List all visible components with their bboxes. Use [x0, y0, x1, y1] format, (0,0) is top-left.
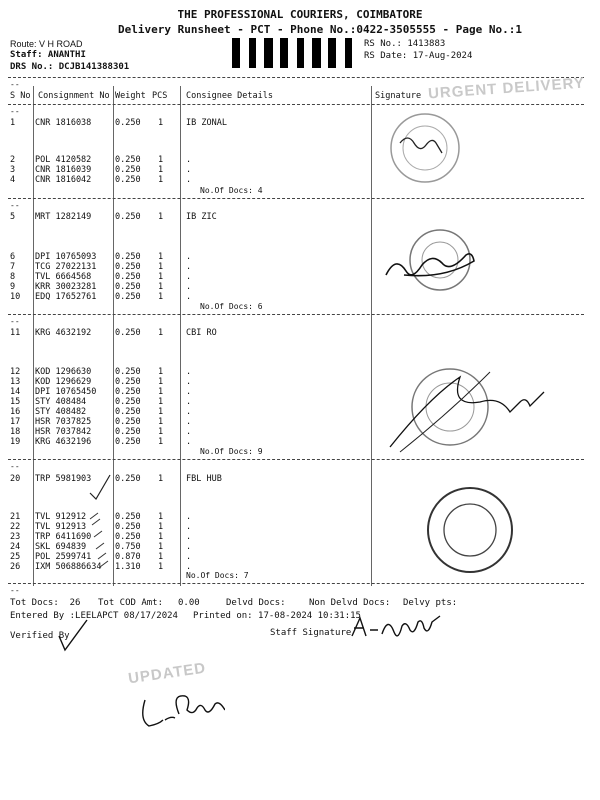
row-pcs: 1: [158, 512, 164, 522]
row-sno: 4: [10, 175, 16, 185]
row-weight: 0.250: [115, 407, 141, 417]
row-pcs: 1: [158, 272, 164, 282]
table-row: [10, 552, 192, 562]
row-pcs: 1: [158, 165, 164, 175]
row-consignment: TVL 912912: [35, 512, 87, 522]
row-weight: 0.750: [115, 542, 141, 552]
delivered-docs: Delvd Docs:: [226, 598, 286, 608]
table-row: [10, 407, 192, 417]
row-consignment: TVL 912913: [35, 522, 87, 532]
group-total: No.Of Docs: 7: [186, 571, 249, 580]
entered-by: Entered By :LEELAPCT 08/17/2024: [10, 611, 178, 621]
row-pcs: 1: [158, 175, 164, 185]
route-label: Route: V H ROAD: [10, 39, 83, 49]
divider-marker: --: [10, 201, 20, 210]
row-sno: 19: [10, 437, 21, 447]
row-sno: 26: [10, 562, 21, 572]
row-pcs: 1: [158, 212, 164, 222]
row-sno: 5: [10, 212, 16, 222]
row-consignment: KOD 1296629: [35, 377, 92, 387]
row-sno: 23: [10, 532, 21, 542]
row-pcs: 1: [158, 118, 164, 128]
table-row: [10, 377, 192, 387]
row-sno: 12: [10, 367, 21, 377]
col-details: Consignee Details: [186, 91, 273, 101]
row-sno: 10: [10, 292, 21, 302]
row-weight: 0.250: [115, 262, 141, 272]
row-dot: .: [186, 292, 192, 302]
drs-number: DRS No.: DCJB141388301: [10, 62, 130, 72]
round-stamp-2: [380, 225, 490, 305]
table-row: [10, 542, 192, 552]
staff-label: Staff: ANANTHI: [10, 50, 86, 60]
row-weight: 0.250: [115, 512, 141, 522]
row-consignment: DPI 10765450: [35, 387, 97, 397]
row-pcs: 1: [158, 252, 164, 262]
consignee-group-name: IB ZIC: [186, 212, 217, 222]
col-line-3: [180, 86, 181, 586]
table-row: [10, 427, 192, 437]
row-weight: 0.250: [115, 212, 141, 222]
group-divider: [8, 459, 584, 460]
updated-signature: [135, 690, 225, 730]
row-dot: .: [186, 252, 192, 262]
row-weight: 0.250: [115, 387, 141, 397]
table-row: [10, 118, 227, 128]
total-docs: Tot Docs: 26: [10, 598, 81, 608]
divider-marker: --: [10, 107, 20, 116]
table-row: [10, 367, 192, 377]
table-row: [10, 387, 192, 397]
row-sno: 7: [10, 262, 16, 272]
row-consignment: SKL 694839: [35, 542, 87, 552]
row-sno: 1: [10, 118, 16, 128]
table-row: [10, 397, 192, 407]
row-sno: 6: [10, 252, 16, 262]
row-consignment: STY 408484: [35, 397, 87, 407]
row-consignment: MRT 1282149: [35, 212, 92, 222]
col-pcs: PCS: [152, 91, 168, 101]
consignee-group-name: FBL HUB: [186, 474, 222, 484]
round-stamp-1: [380, 108, 470, 188]
row-pcs: 1: [158, 377, 164, 387]
non-delivered-docs: Non Delvd Docs:: [309, 598, 391, 608]
row-pcs: 1: [158, 407, 164, 417]
col-line-2: [113, 86, 114, 586]
row-weight: 0.870: [115, 552, 141, 562]
row-consignment: IXM 506886634: [35, 562, 102, 572]
row-dot: .: [186, 262, 192, 272]
row-consignment: TVL 6664568: [35, 272, 92, 282]
row-pcs: 1: [158, 367, 164, 377]
row-weight: 0.250: [115, 437, 141, 447]
row-consignment: TRP 6411690: [35, 532, 92, 542]
row-consignment: KRR 30023281: [35, 282, 97, 292]
row-pcs: 1: [158, 532, 164, 542]
row-weight: 0.250: [115, 427, 141, 437]
printed-on: Printed on: 17-08-2024 10:31:15: [193, 611, 361, 621]
row-pcs: 1: [158, 155, 164, 165]
divider-marker: --: [10, 462, 20, 471]
table-row: [10, 212, 217, 222]
row-weight: 0.250: [115, 175, 141, 185]
row-dot: .: [186, 282, 192, 292]
row-weight: 0.250: [115, 474, 141, 484]
row-pcs: 1: [158, 262, 164, 272]
row-pcs: 1: [158, 542, 164, 552]
row-consignment: HSR 7037842: [35, 427, 92, 437]
row-dot: .: [186, 272, 192, 282]
table-row: [10, 262, 192, 272]
row-weight: 0.250: [115, 532, 141, 542]
row-dot: .: [186, 175, 192, 185]
row-pcs: 1: [158, 328, 164, 338]
row-weight: 0.250: [115, 367, 141, 377]
row-consignment: KOD 1296630: [35, 367, 92, 377]
col-sno: S No: [10, 91, 31, 101]
row-weight: 0.250: [115, 282, 141, 292]
rs-number: RS No.: 1413883: [364, 39, 446, 49]
row-weight: 1.310: [115, 562, 141, 572]
row-pcs: 1: [158, 437, 164, 447]
row-sno: 13: [10, 377, 21, 387]
row-pcs: 1: [158, 397, 164, 407]
row-consignment: EDQ 17652761: [35, 292, 97, 302]
row-dot: .: [186, 407, 192, 417]
row-dot: .: [186, 377, 192, 387]
row-consignment: KRG 4632196: [35, 437, 92, 447]
row-sno: 22: [10, 522, 21, 532]
row-weight: 0.250: [115, 397, 141, 407]
verified-by: Verified By: [10, 631, 70, 641]
group-total: No.Of Docs: 9: [200, 447, 263, 456]
row-dot: .: [186, 387, 192, 397]
row-consignment: KRG 4632192: [35, 328, 92, 338]
row-pcs: 1: [158, 417, 164, 427]
barcode: [228, 38, 356, 68]
staff-signature-label: Staff Signature: [270, 628, 352, 638]
header-divider-top: [8, 77, 584, 78]
row-dot: .: [186, 165, 192, 175]
row-sno: 11: [10, 328, 21, 338]
table-row: [10, 155, 192, 165]
col-line-4: [371, 86, 372, 586]
row-pcs: 1: [158, 427, 164, 437]
row-sno: 17: [10, 417, 21, 427]
row-dot: .: [186, 562, 192, 572]
col-weight: Weight: [115, 91, 146, 101]
table-row: [10, 292, 192, 302]
table-row: [10, 512, 192, 522]
runsheet-subtitle: Delivery Runsheet - PCT - Phone No.:0422-3505555 - Page No.:1: [118, 23, 522, 36]
divider-marker: --: [10, 317, 20, 326]
row-sno: 14: [10, 387, 21, 397]
row-dot: .: [186, 437, 192, 447]
row-dot: .: [186, 532, 192, 542]
row-consignment: POL 4120582: [35, 155, 92, 165]
row-weight: 0.250: [115, 272, 141, 282]
row-weight: 0.250: [115, 165, 141, 175]
table-row: [10, 522, 192, 532]
group-divider: [8, 583, 584, 584]
row-pcs: 1: [158, 474, 164, 484]
delivery-points: Delvy pts:: [403, 598, 458, 608]
row-dot: .: [186, 417, 192, 427]
table-row: [10, 437, 192, 447]
row-sno: 15: [10, 397, 21, 407]
group-total: No.Of Docs: 6: [200, 302, 263, 311]
header-divider-bottom: [8, 104, 584, 105]
table-row: [10, 272, 192, 282]
row-weight: 0.250: [115, 417, 141, 427]
table-row: [10, 252, 192, 262]
row-dot: .: [186, 552, 192, 562]
row-dot: .: [186, 367, 192, 377]
row-consignment: DPI 10765093: [35, 252, 97, 262]
row-dot: .: [186, 397, 192, 407]
row-pcs: 1: [158, 282, 164, 292]
row-pcs: 1: [158, 387, 164, 397]
row-weight: 0.250: [115, 252, 141, 262]
row-sno: 18: [10, 427, 21, 437]
row-dot: .: [186, 512, 192, 522]
consignee-group-name: CBI RO: [186, 328, 217, 338]
table-header: [10, 91, 422, 101]
round-stamp-3: [380, 362, 550, 462]
table-row: [10, 328, 217, 338]
updated-stamp: UPDATED: [127, 659, 208, 688]
row-weight: 0.250: [115, 328, 141, 338]
row-pcs: 1: [158, 522, 164, 532]
row-weight: 0.250: [115, 292, 141, 302]
row-consignment: POL 2599741: [35, 552, 92, 562]
row-sno: 21: [10, 512, 21, 522]
row-pcs: 1: [158, 292, 164, 302]
row-consignment: HSR 7037825: [35, 417, 92, 427]
row-pcs: 1: [158, 562, 164, 572]
row-weight: 0.250: [115, 118, 141, 128]
row-sno: 8: [10, 272, 16, 282]
row-sno: 2: [10, 155, 16, 165]
consignee-group-name: IB ZONAL: [186, 118, 227, 128]
row-consignment: CNR 1816042: [35, 175, 92, 185]
col-consignment: Consignment No: [38, 91, 110, 101]
round-stamp-4: [410, 480, 530, 580]
table-row: [10, 417, 192, 427]
row-dot: .: [186, 522, 192, 532]
divider-marker: --: [10, 80, 20, 89]
table-row: [10, 282, 192, 292]
table-row: [10, 562, 192, 572]
row-dot: .: [186, 542, 192, 552]
table-row: [10, 474, 222, 484]
row-consignment: STY 408482: [35, 407, 87, 417]
row-sno: 9: [10, 282, 16, 292]
group-divider: [8, 314, 584, 315]
row-consignment: TRP 5981903: [35, 474, 92, 484]
row-pcs: 1: [158, 552, 164, 562]
row-dot: .: [186, 155, 192, 165]
group-divider: [8, 198, 584, 199]
row-sno: 3: [10, 165, 16, 175]
row-consignment: TCG 27022131: [35, 262, 97, 272]
staff-signature: [348, 614, 468, 644]
total-cod-value: 0.00: [178, 598, 200, 608]
row-sno: 16: [10, 407, 21, 417]
col-signature: Signature: [375, 91, 422, 101]
row-sno: 24: [10, 542, 21, 552]
row-sno: 25: [10, 552, 21, 562]
col-line-1: [33, 86, 34, 586]
row-weight: 0.250: [115, 522, 141, 532]
company-title: THE PROFESSIONAL COURIERS, COIMBATORE: [177, 8, 423, 21]
row-weight: 0.250: [115, 155, 141, 165]
row-consignment: CNR 1816039: [35, 165, 92, 175]
table-row: [10, 165, 192, 175]
table-row: [10, 175, 192, 185]
urgent-delivery-stamp: URGENT DELIVERY: [427, 74, 586, 103]
row-consignment: CNR 1816038: [35, 118, 92, 128]
total-cod-label: Tot COD Amt:: [98, 598, 164, 608]
row-weight: 0.250: [115, 377, 141, 387]
row-dot: .: [186, 427, 192, 437]
row-sno: 20: [10, 474, 21, 484]
table-row: [10, 532, 192, 542]
group-total: No.Of Docs: 4: [200, 186, 263, 195]
divider-marker: --: [10, 586, 20, 595]
rs-date: RS Date: 17-Aug-2024: [364, 51, 473, 61]
